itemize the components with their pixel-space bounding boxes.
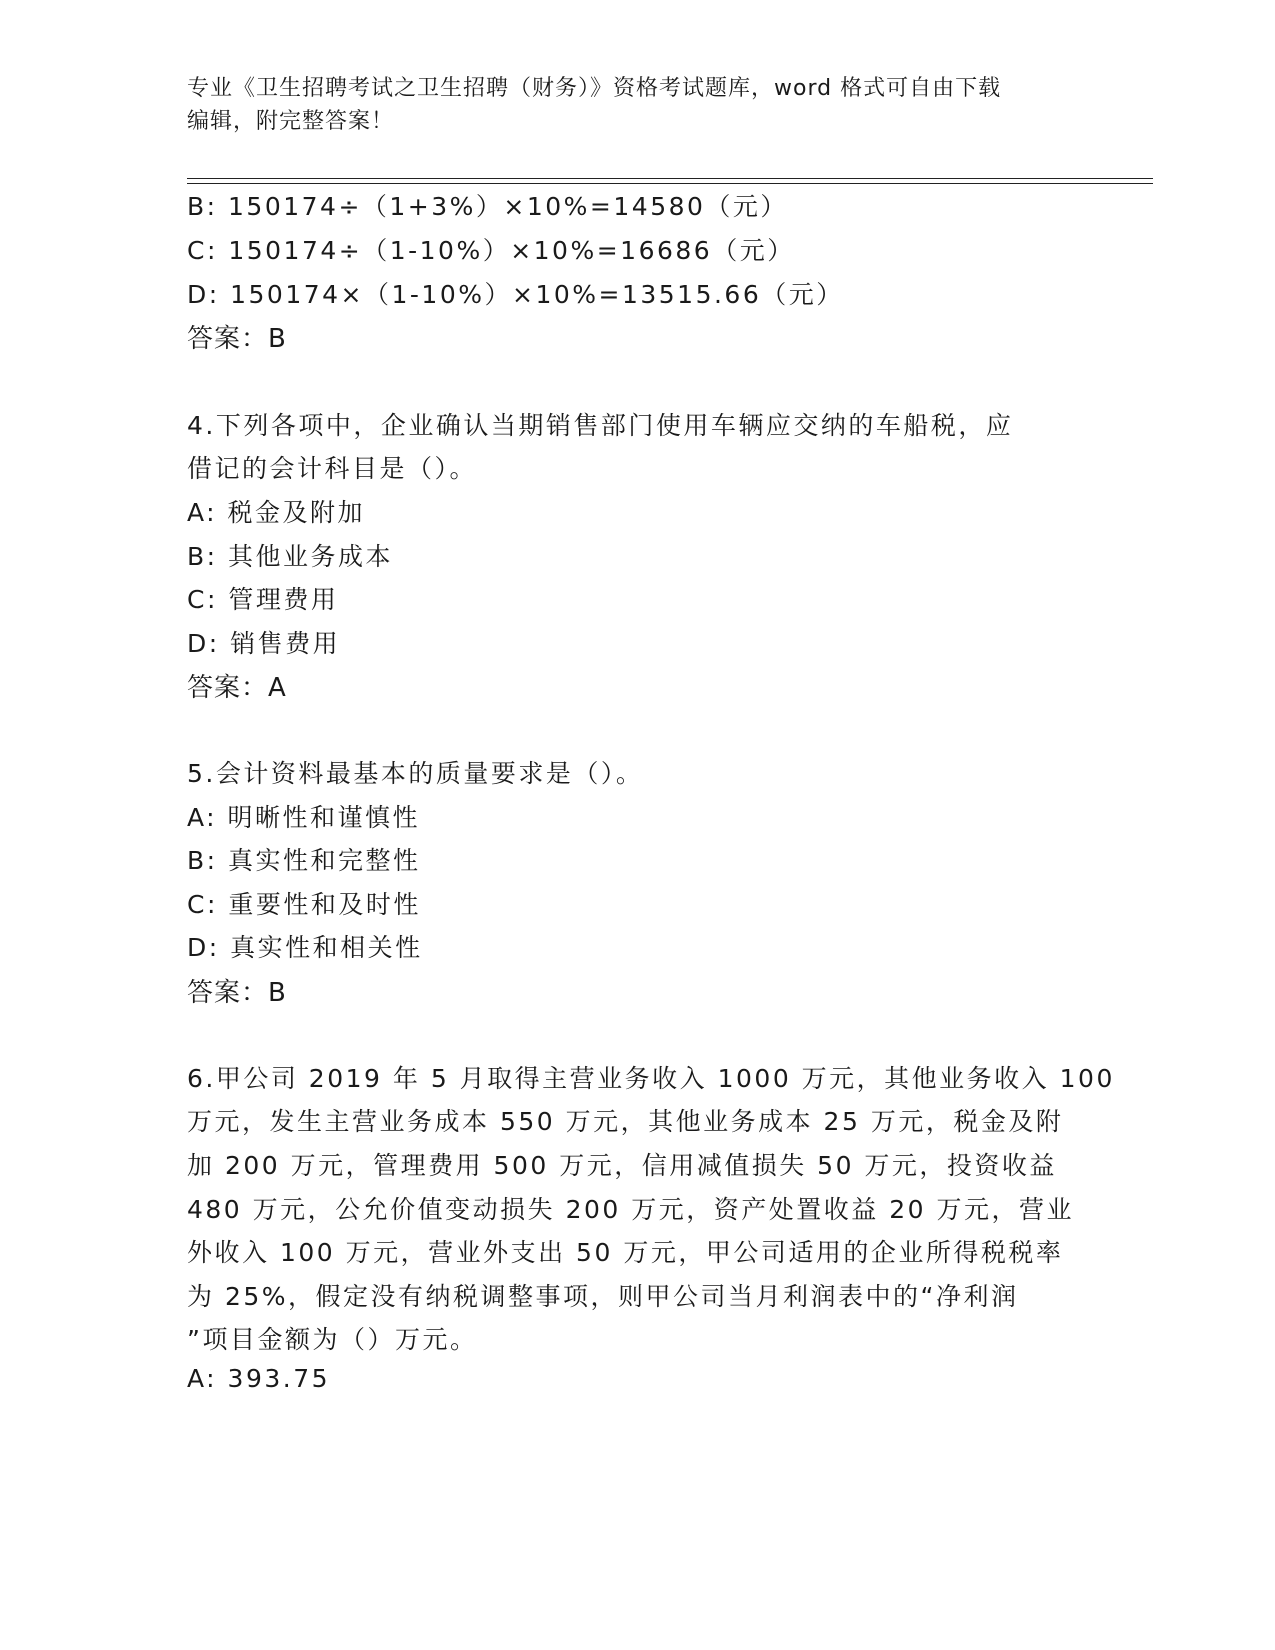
header-divider-bottom — [187, 183, 1153, 184]
q6-stem-line-3: 加 200 万元，管理费用 500 万元，信用减值损失 50 万元，投资收益 — [187, 1151, 1057, 1180]
q5-answer: 答案：B — [187, 978, 287, 1008]
q5-option-c: C: 重要性和及时性 — [187, 890, 421, 919]
q3-answer: 答案：B — [187, 324, 287, 354]
q5-option-a: A: 明晰性和谨慎性 — [187, 803, 421, 832]
header-line-1: 专业《卫生招聘考试之卫生招聘（财务）》资格考试题库，word 格式可自由下载 — [187, 76, 1002, 101]
q4-stem-line-2: 借记的会计科目是（）。 — [187, 454, 478, 483]
q5-option-b: B: 真实性和完整性 — [187, 846, 421, 875]
q4-option-a: A: 税金及附加 — [187, 498, 366, 527]
q4-option-d: D: 销售费用 — [187, 629, 341, 658]
header-line-2: 编辑，附完整答案！ — [187, 109, 395, 134]
q6-stem-line-4: 480 万元，公允价值变动损失 200 万元，资产处置收益 20 万元，营业 — [187, 1195, 1074, 1224]
q6-stem-line-1: 6.甲公司 2019 年 5 月取得主营业务收入 1000 万元，其他业务收入 100 — [187, 1064, 1115, 1093]
q4-option-c: C: 管理费用 — [187, 585, 339, 614]
q4-answer: 答案：A — [187, 673, 287, 703]
q3-option-b: B: 150174÷（1+3%）×10%=14580（元） — [187, 192, 788, 221]
q5-option-d: D: 真实性和相关性 — [187, 933, 423, 962]
q6-option-a: A: 393.75 — [187, 1364, 331, 1393]
q6-stem-line-2: 万元，发生主营业务成本 550 万元，其他业务成本 25 万元，税金及附 — [187, 1107, 1064, 1136]
q3-option-d: D: 150174×（1-10%）×10%=13515.66（元） — [187, 280, 844, 309]
q5-stem: 5.会计资料最基本的质量要求是（）。 — [187, 759, 644, 788]
q4-stem-line-1: 4.下列各项中，企业确认当期销售部门使用车辆应交纳的车船税，应 — [187, 411, 1014, 440]
q4-option-b: B: 其他业务成本 — [187, 542, 394, 571]
q3-option-c: C: 150174÷（1-10%）×10%=16686（元） — [187, 236, 795, 265]
q6-stem-line-5: 外收入 100 万元，营业外支出 50 万元，甲公司适用的企业所得税税率 — [187, 1238, 1064, 1267]
document-header — [187, 72, 1087, 138]
q6-stem-line-7: ”项目金额为（）万元。 — [187, 1325, 478, 1354]
q6-stem-line-6: 为 25%，假定没有纳税调整事项，则甲公司当月利润表中的“净利润 — [187, 1282, 1019, 1311]
header-divider-top — [187, 178, 1153, 179]
